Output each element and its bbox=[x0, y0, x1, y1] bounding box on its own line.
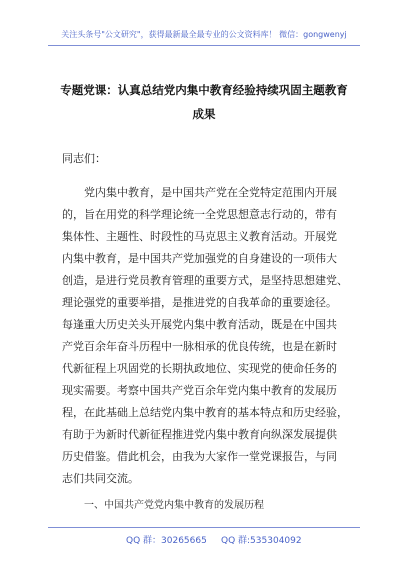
paragraph-line: 集体性、主题性、时段性的马克思主义教育活动。开展党 bbox=[62, 230, 337, 243]
document-title-line-2: 成果 bbox=[192, 107, 216, 121]
paragraph-line: 内集中教育，是中国共产党加强党的自身建设的一项伟大 bbox=[62, 252, 337, 265]
paragraph-line: 代新征程上巩固党的长期执政地位、实现党的使命任务的 bbox=[62, 362, 337, 375]
footer-divider bbox=[48, 527, 360, 528]
paragraph-line: 历史借鉴。借此机会，由我为大家作一堂党课报告，与同 bbox=[62, 450, 337, 463]
salutation: 同志们： bbox=[62, 152, 106, 165]
header-banner: 关注头条号"公文研究"，获得最新最全最专业的公文资料库！ 微信：gongwenyj bbox=[61, 30, 347, 39]
paragraph-line: 有助于为新时代新征程推进党内集中教育向纵深发展提供 bbox=[62, 428, 337, 441]
paragraph-line: 的，旨在用党的科学理论统一全党思想意志行动的，带有 bbox=[62, 208, 337, 221]
footer-qq-group-right: QQ 群:535304092 bbox=[221, 536, 302, 546]
paragraph-line: 程，在此基础上总结党内集中教育的基本特点和历史经验， bbox=[62, 406, 348, 419]
section-heading: 一、中国共产党党内集中教育的发展历程 bbox=[84, 500, 264, 511]
paragraph-line: 党内集中教育，是中国共产党在全党特定范围内开展 bbox=[84, 186, 337, 199]
paragraph-line: 志们共同交流。 bbox=[62, 472, 139, 485]
paragraph-line: 现实需要。考察中国共产党百余年党内集中教育的发展历 bbox=[62, 384, 337, 397]
footer-qq-group-left: QQ 群：30265665 bbox=[126, 536, 207, 546]
paragraph-line: 理论强党的重要举措，是推进党的自我革命的重要途径。 bbox=[62, 296, 337, 309]
paragraph-line: 每逢重大历史关头开展党内集中教育活动，既是在中国共 bbox=[62, 318, 337, 331]
document-title-line-1: 专题党课：认真总结党内集中教育经验持续巩固主题教育 bbox=[60, 83, 348, 97]
paragraph-line: 产党百余年奋斗历程中一脉相承的优良传统，也是在新时 bbox=[62, 340, 337, 353]
header-divider bbox=[48, 45, 360, 46]
paragraph-line: 创造，是进行党员教育管理的重要方式，是坚持思想建党、 bbox=[62, 274, 348, 287]
